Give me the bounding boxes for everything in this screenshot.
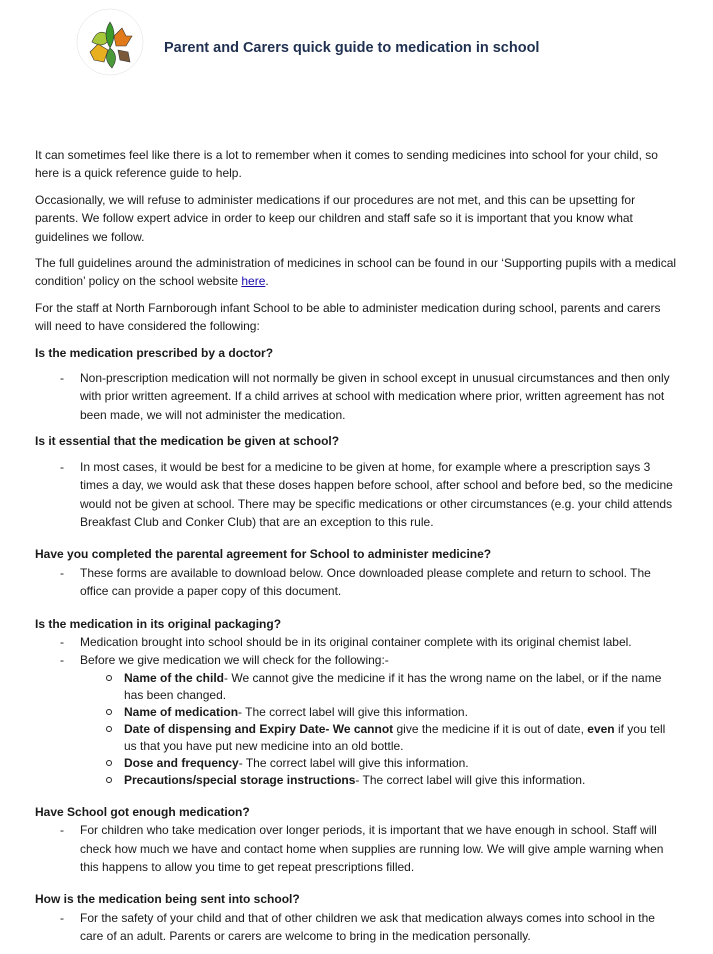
school-logo <box>70 6 150 78</box>
section-heading: Have you completed the parental agreement for School to administer medicine? <box>35 547 492 562</box>
check-label: Date of dispensing and Expiry Date <box>124 721 326 736</box>
check-text: - The correct label will give this information. <box>238 755 469 770</box>
check-text: give the medicine if it is out of date, <box>396 721 588 736</box>
intro-paragraph: It can sometimes feel like there is a lot to remember when it comes to sending medicines into school for your child, so here is a quick reference guide to help. <box>35 148 658 181</box>
list-item-text: Before we give medication we will check for the following:- <box>80 653 389 668</box>
check-label: Name of medication <box>124 704 239 719</box>
list-item: - These forms are available to download below. Once downloaded please complete and return to school. The office can provide a paper copy of this document. <box>35 564 677 601</box>
bullet-list <box>35 564 677 601</box>
check-text: - We cannot <box>325 721 397 736</box>
check-item <box>80 755 677 772</box>
section-heading: How is the medication being sent into school? <box>35 892 300 907</box>
check-list <box>80 670 677 789</box>
section-heading: Is it essential that the medication be given at school? <box>35 434 340 449</box>
list-item: - In most cases, it would be best for a medicine to be given at home, for example where a prescription says 3 times a day, we would ask that these doses happen before school, after school and before bed, so the medicine would not be given at school. There may be specific medications or other circumstances (e.g. your child attends Breakfast Club and Conker Club) that are an exception to this rule. <box>35 458 677 532</box>
check-emphasis: even <box>587 721 615 736</box>
check-item <box>80 670 677 704</box>
guidelines-end: . <box>265 274 269 289</box>
check-text: - We cannot give the medicine if it has the wrong name on the label, or if the name has been changed. <box>124 670 662 702</box>
check-item <box>80 721 677 755</box>
list-item: - For children who take medication over longer periods, it is important that we have enough in school. Staff will check how much we have and contact home when supplies are running low. We will give ample warning when this happens to allow you time to get repeat prescriptions filled. <box>35 821 677 876</box>
check-text: if you tell us that you have put new medicine into an old bottle. <box>124 721 666 753</box>
intro-paragraph: Occasionally, we will refuse to administer medications if our procedures are not met, and this can be upsetting for parents. We follow expert advice in order to keep our children and staff safe so it is important that you know what guidelines we follow. <box>35 192 636 244</box>
check-text: - The correct label will give this information. <box>355 772 586 787</box>
bullet-list <box>35 821 677 876</box>
list-item: - Medication brought into school should be in its original container complete with its original chemist label. <box>35 633 677 651</box>
bullet-list <box>35 909 677 946</box>
bullet-list <box>35 369 677 424</box>
list-item <box>35 651 677 788</box>
document-body <box>35 146 677 954</box>
page-title: Parent and Carers quick guide to medication in school <box>164 40 540 56</box>
policy-link[interactable]: here <box>241 274 266 289</box>
check-label: Precautions/special storage instructions <box>124 772 356 787</box>
bullet-list <box>35 458 677 532</box>
list-item: - For the safety of your child and that of other children we ask that medication always comes into school in the care of an adult. Parents or carers are welcome to bring in the medication personally. <box>35 909 677 946</box>
bullet-list <box>35 633 677 789</box>
lead-paragraph: For the staff at North Farnborough infant School to be able to administer medication during school, parents and carers will need to have considered the following: <box>35 300 661 334</box>
guidelines-text: The full guidelines around the administration of medicines in school can be found in our ‘Supporting pupils with a medical condition’ policy on the school website <box>35 256 677 289</box>
section-heading: Is the medication prescribed by a doctor? <box>35 345 274 360</box>
section-heading: Is the medication in its original packaging? <box>35 616 282 631</box>
list-item: - Non-prescription medication will not normally be given in school except in unusual circumstances and then only with prior written agreement. If a child arrives at school with medication where prior, written agreement has not been made, we will not administer the medication. <box>35 369 677 424</box>
check-item <box>80 704 677 721</box>
section-heading: Have School got enough medication? <box>35 804 250 819</box>
check-text: - The correct label will give this information. <box>238 704 468 719</box>
check-label: Dose and frequency <box>124 755 239 770</box>
check-item <box>80 772 677 789</box>
guidelines-paragraph <box>35 254 677 291</box>
check-label: Name of the child <box>124 670 225 685</box>
